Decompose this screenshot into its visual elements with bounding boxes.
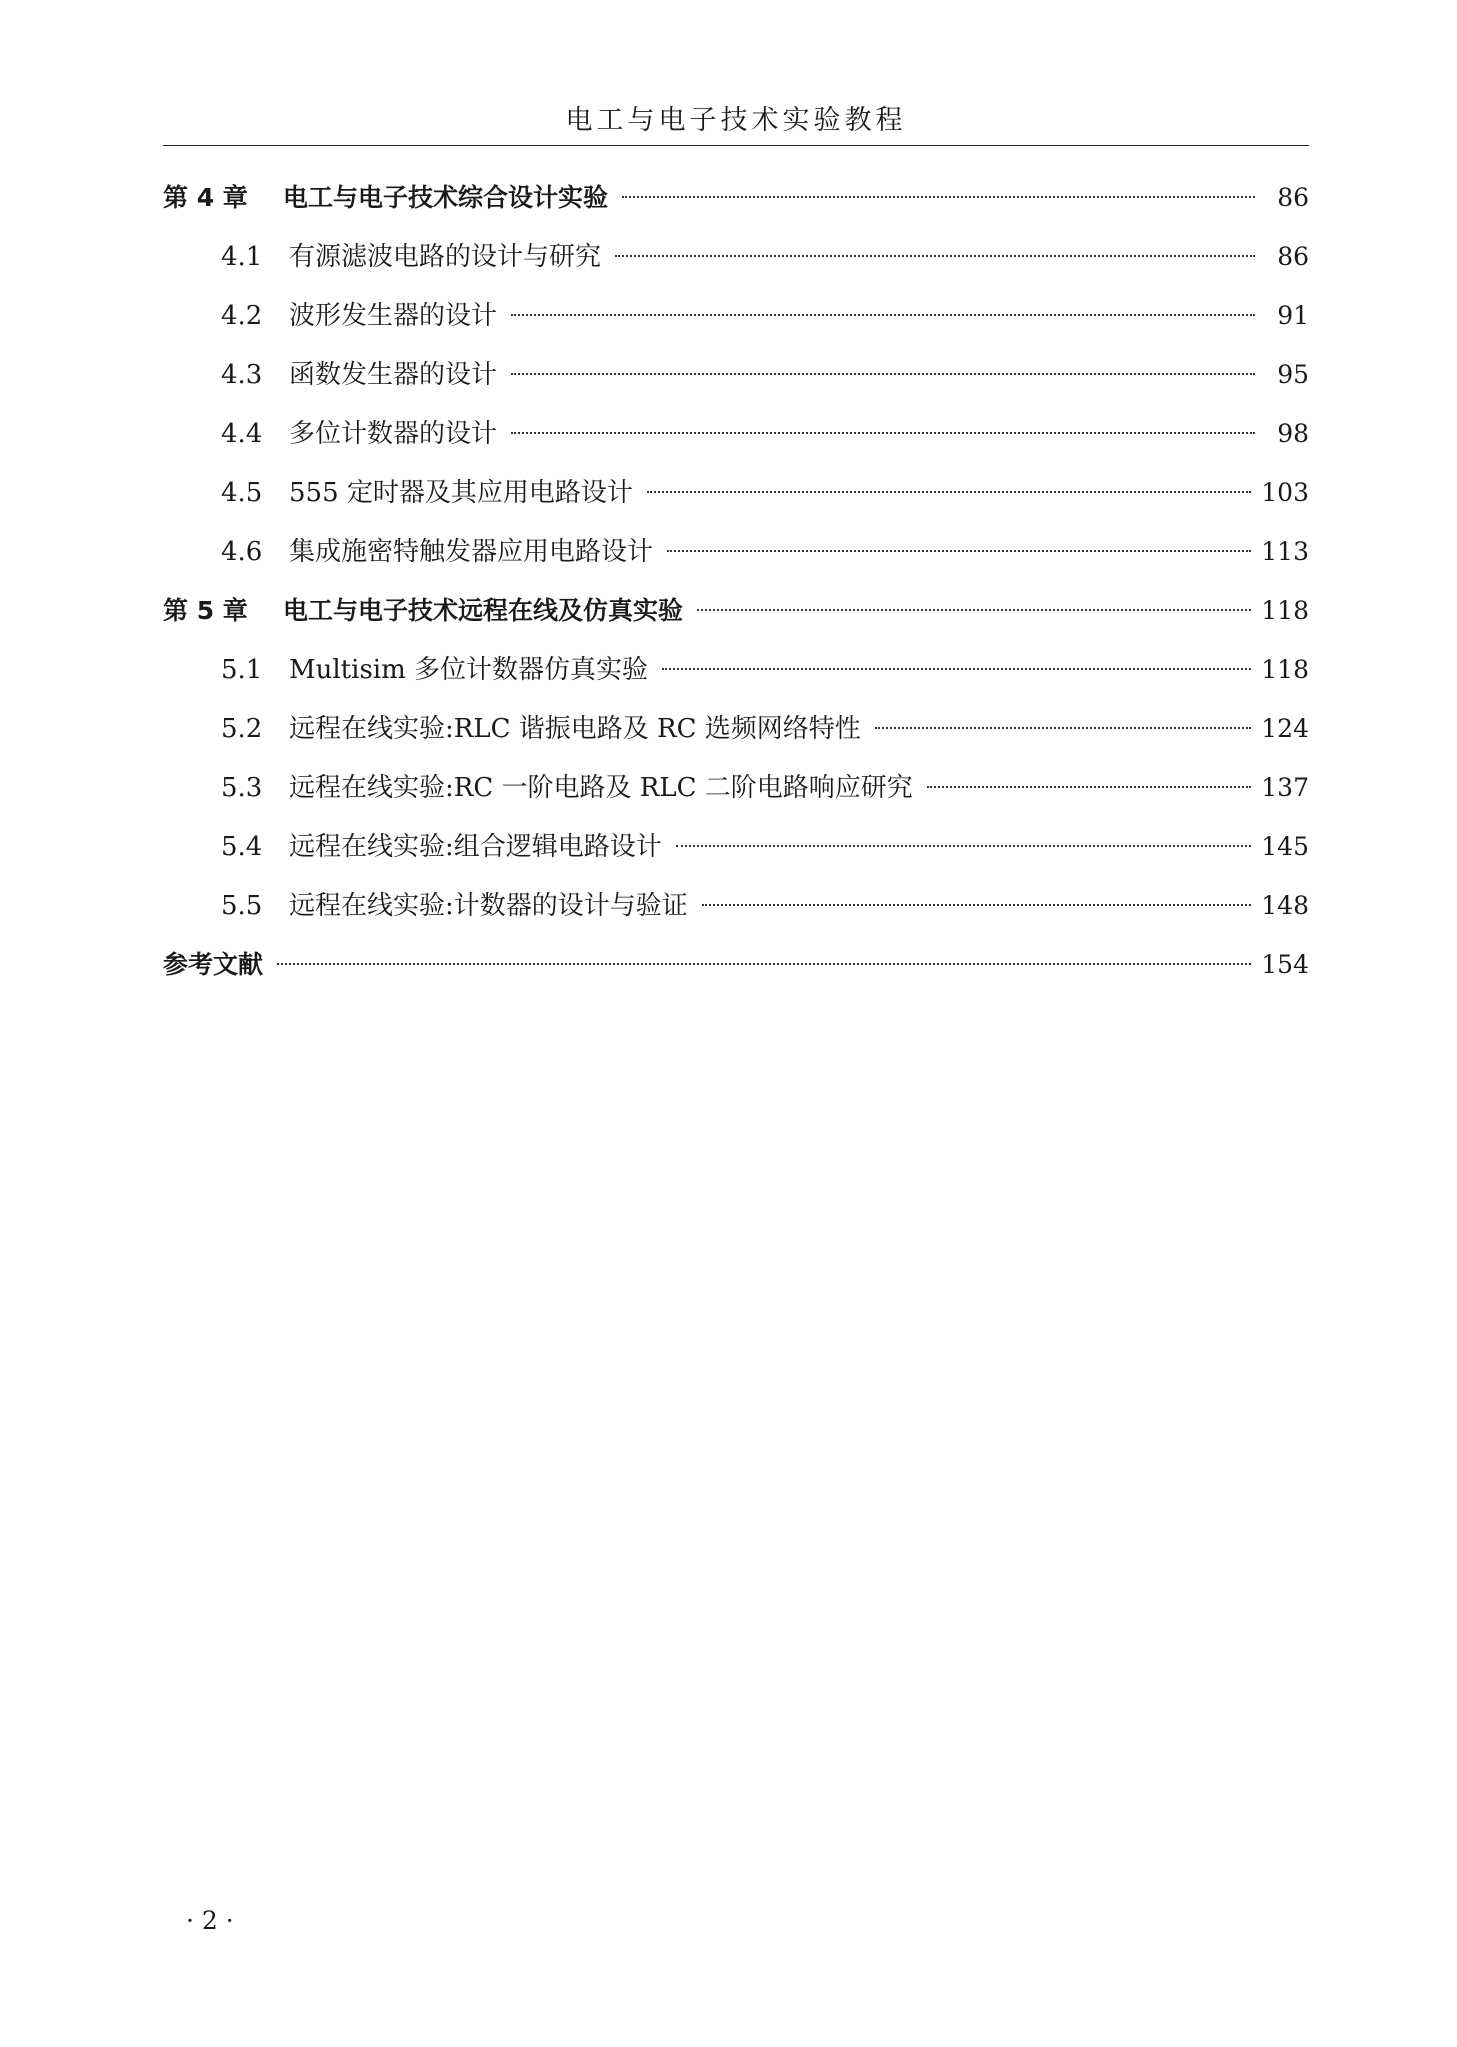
toc-number: 5.2 xyxy=(221,714,263,744)
toc-title: 远程在线实验:计数器的设计与验证 xyxy=(289,891,688,921)
leader-dots xyxy=(277,963,1251,965)
toc-page-number: 86 xyxy=(1277,242,1309,271)
toc-number: 4.2 xyxy=(221,301,263,331)
toc-page-number: 95 xyxy=(1277,360,1309,389)
toc-entry-4-2[interactable] xyxy=(163,286,1309,345)
toc-title: 集成施密特触发器应用电路设计 xyxy=(289,537,654,567)
toc-page-number: 98 xyxy=(1277,419,1309,448)
toc-number: 5.3 xyxy=(221,773,263,803)
leader-dots xyxy=(511,314,1255,316)
toc-page-number: 103 xyxy=(1261,478,1309,507)
toc-title: 参考文献 xyxy=(163,950,264,979)
toc-title: 远程在线实验:RC 一阶电路及 RLC 二阶电路响应研究 xyxy=(289,773,913,803)
toc-entry-5-4[interactable] xyxy=(163,817,1309,876)
toc-entry-4-3[interactable] xyxy=(163,345,1309,404)
header-rule xyxy=(163,145,1309,146)
leader-dots xyxy=(622,196,1255,198)
toc-number: 5.1 xyxy=(221,655,263,685)
toc-title: Multisim 多位计数器仿真实验 xyxy=(289,655,649,685)
toc-page-number: 154 xyxy=(1261,950,1309,979)
toc-title: 有源滤波电路的设计与研究 xyxy=(289,242,602,272)
toc-number: 4.4 xyxy=(221,419,263,449)
toc-page-number: 118 xyxy=(1261,655,1309,684)
toc-page-number: 86 xyxy=(1277,183,1309,212)
leader-dots xyxy=(702,904,1252,906)
leader-dots xyxy=(667,550,1251,552)
toc-entry-5-1[interactable] xyxy=(163,640,1309,699)
toc-entry-4-6[interactable] xyxy=(163,522,1309,581)
toc-entry-references[interactable] xyxy=(163,935,1309,994)
toc-title: 多位计数器的设计 xyxy=(289,419,498,449)
leader-dots xyxy=(676,845,1252,847)
toc-title: 电工与电子技术综合设计实验 xyxy=(283,183,609,212)
leader-dots xyxy=(511,432,1255,434)
leader-dots xyxy=(615,255,1255,257)
toc-entry-chapter-5[interactable] xyxy=(163,581,1309,640)
toc-title: 函数发生器的设计 xyxy=(289,360,498,390)
toc-number: 4.3 xyxy=(221,360,263,390)
toc-number: 4.5 xyxy=(221,478,263,508)
toc-page-number: 148 xyxy=(1261,891,1309,920)
leader-dots xyxy=(697,609,1251,611)
toc-entry-5-3[interactable] xyxy=(163,758,1309,817)
toc-entry-5-5[interactable] xyxy=(163,876,1309,935)
toc-entry-5-2[interactable] xyxy=(163,699,1309,758)
page-folio: · 2 · xyxy=(186,1906,234,1935)
leader-dots xyxy=(662,668,1251,670)
toc-page-number: 113 xyxy=(1261,537,1309,566)
toc-page-number: 118 xyxy=(1261,596,1309,625)
toc-number: 4.6 xyxy=(221,537,263,567)
toc-number: 5.5 xyxy=(221,891,263,921)
toc-title: 远程在线实验:RLC 谐振电路及 RC 选频网络特性 xyxy=(289,714,861,744)
leader-dots xyxy=(511,373,1255,375)
toc-entry-4-4[interactable] xyxy=(163,404,1309,463)
toc-page-number: 91 xyxy=(1277,301,1309,330)
toc-page-number: 124 xyxy=(1261,714,1309,743)
toc-entry-4-1[interactable] xyxy=(163,227,1309,286)
toc-entry-chapter-4[interactable] xyxy=(163,168,1309,227)
leader-dots xyxy=(927,786,1252,788)
leader-dots xyxy=(875,727,1252,729)
toc-number: 第 4 章 xyxy=(163,183,248,212)
toc-title: 电工与电子技术远程在线及仿真实验 xyxy=(283,596,684,625)
toc-number: 4.1 xyxy=(221,242,263,272)
toc-number: 第 5 章 xyxy=(163,596,248,625)
running-head: 电工与电子技术实验教程 xyxy=(565,105,907,136)
toc-number: 5.4 xyxy=(221,832,263,862)
leader-dots xyxy=(647,491,1251,493)
toc-page-number: 137 xyxy=(1261,773,1309,802)
toc-entry-4-5[interactable] xyxy=(163,463,1309,522)
toc-title: 555 定时器及其应用电路设计 xyxy=(289,478,633,508)
toc-page-number: 145 xyxy=(1261,832,1309,861)
toc-title: 波形发生器的设计 xyxy=(289,301,498,331)
table-of-contents xyxy=(163,168,1309,994)
toc-title: 远程在线实验:组合逻辑电路设计 xyxy=(289,832,662,862)
